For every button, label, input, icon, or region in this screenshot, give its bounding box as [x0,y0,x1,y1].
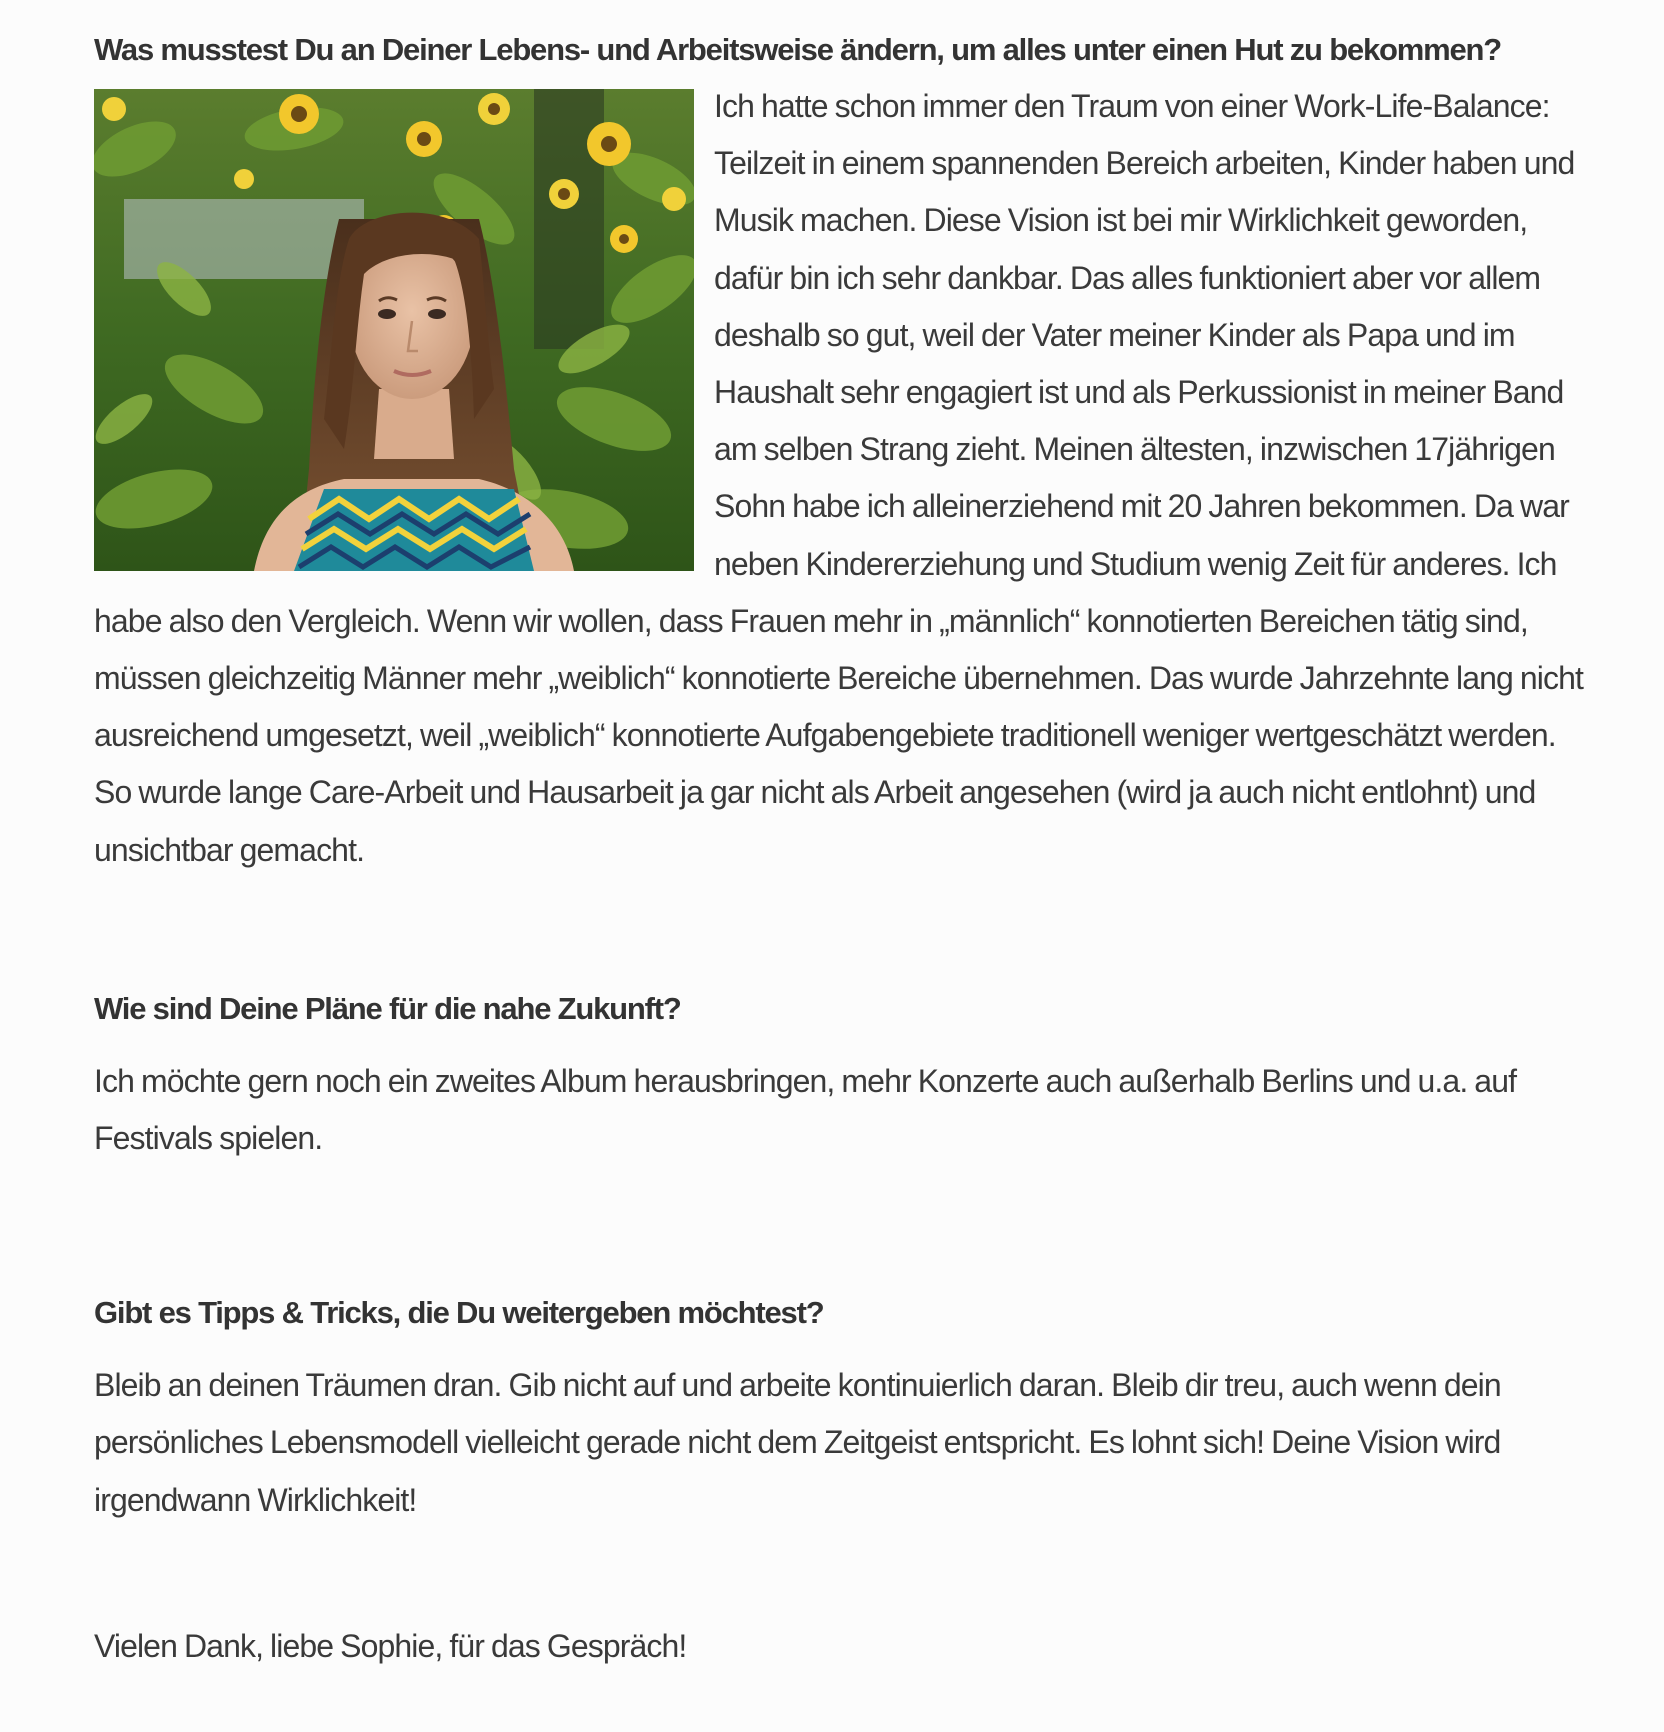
answer-text: Bleib an deinen Träumen dran. Gib nicht auf und arbeite kontinuierlich daran. Bleib dir treu, auch wenn dein persönliches Lebensmodell vielleicht gerade nicht dem Zeitgeist entspricht. Es lohnt sich! Deine Vision wird irgendwann Wirklichkeit! [94,1367,1501,1518]
answer-text: Ich hatte schon immer den Traum von einer Work-Life-Balance: Teilzeit in einem spannenden Bereich arbeiten, Kinder haben und Musik machen. Diese Vision ist bei mir Wirklichkeit geworden, dafür bin ich sehr dankbar. Das alles funktioniert aber vor allem deshalb so gut, weil der Vater meiner Kinder als Papa und im Haushalt sehr engagiert ist und als Perkussionist in meiner Band am selben Strang zieht. Meinen ältesten, inzwischen 17jährigen Sohn habe ich alleinerziehend mit 20 Jahren bekommen. Da war neben Kindererziehung und Studium wenig Zeit für anderes. Ich habe also den Vergleich. Wenn wir wollen, dass Frauen mehr in „männlich“ konnotierten Bereichen tätig sind, müssen gleichzeitig Männer mehr „weiblich“ konnotierte Bereiche übernehmen. Das wurde Jahrzehnte lang nicht ausreichend umgesetzt, weil „weiblich“ konnotierte Aufgabengebiete traditionell weniger wertgeschätzt werden. So wurde lange Care-Arbeit und Hausarbeit ja gar nicht als Arbeit angesehen (wird ja auch nicht entlohnt) und unsichtbar gemacht. [94,88,1583,868]
question-heading: Gibt es Tipps & Tricks, die Du weitergeben möchtest? [94,1295,824,1331]
article [94,0,1594,1675]
answer-text: Ich möchte gern noch ein zweites Album herausbringen, mehr Konzerte auch außerhalb Berlins und u.a. auf Festivals spielen. [94,1062,1517,1157]
section-work-life [94,22,1594,879]
portrait-photo [94,89,694,571]
question-heading: Was musstest Du an Deiner Lebens- und Arbeitsweise ändern, um alles unter einen Hut zu bekommen? [94,32,1501,67]
question-heading: Wie sind Deine Pläne für die nahe Zukunft? [94,990,681,1026]
closing-text: Vielen Dank, liebe Sophie, für das Gespräch! [94,1627,687,1664]
portrait-photo-icon [94,89,694,571]
